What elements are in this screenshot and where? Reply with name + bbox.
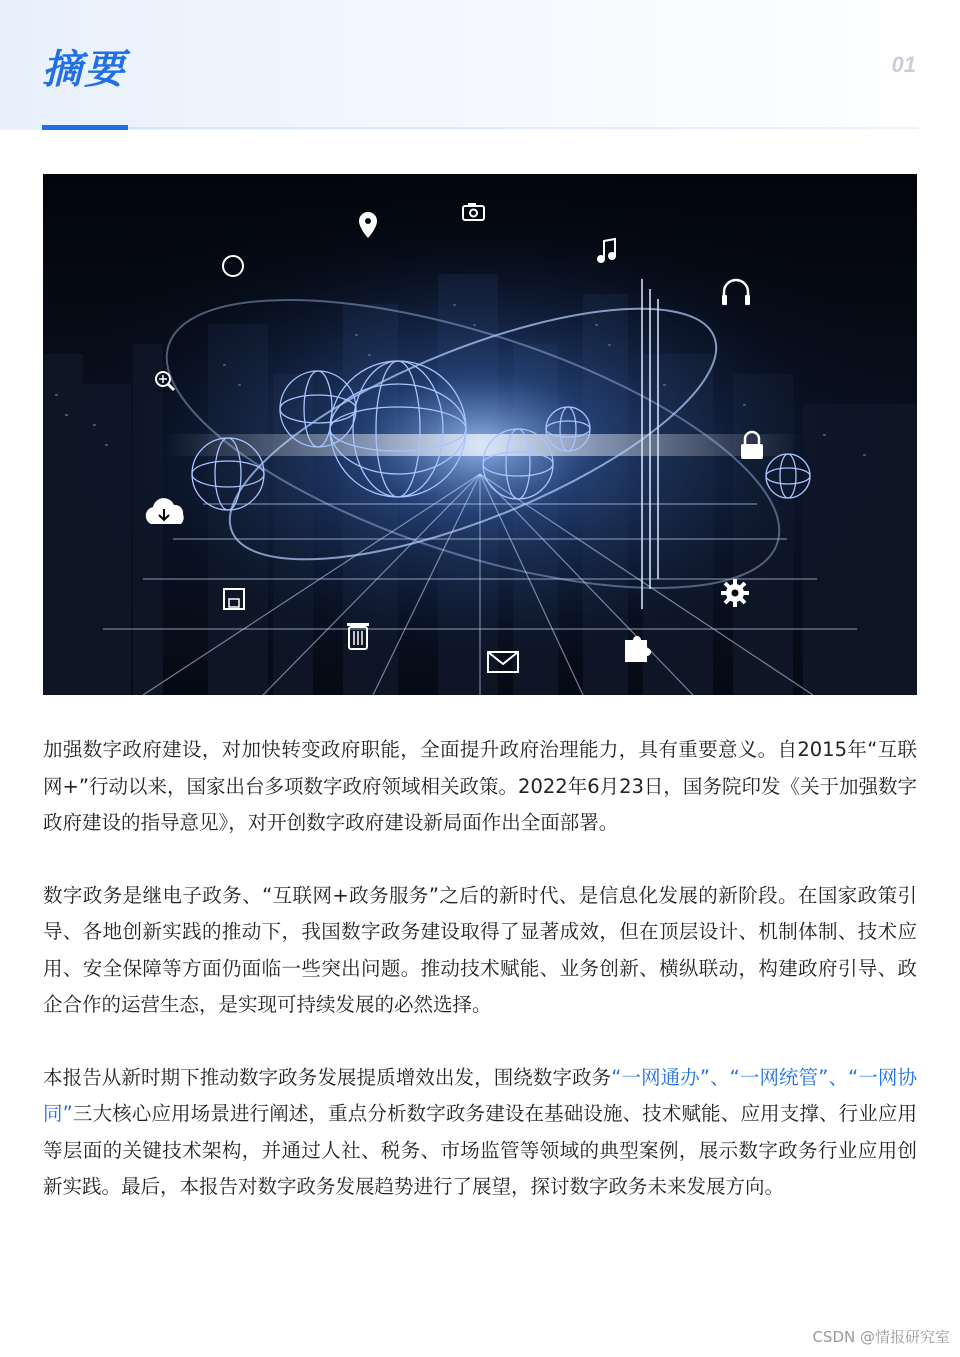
page-number: 01	[891, 52, 916, 77]
header-band	[0, 0, 960, 130]
page-title: 摘要	[42, 47, 126, 93]
paragraph-3-lead: 本报告从新时期下推动数字政务发展提质增效出发，围绕数字政务	[43, 1065, 612, 1089]
smart-city-illustration	[43, 174, 917, 695]
hero-image	[43, 174, 917, 695]
paragraph-2: 数字政务是继电子政务、“互联网+政务服务”之后的新时代、是信息化发展的新阶段。在国家政策引导、各地创新实践的推动下，我国数字政务建设取得了显著成效，但在顶层设计、机制体制、技术应用、安全保障等方面仍面临一些突出问题。推动技术赋能、业务创新、横纵联动，构建政府引导、政企合作的运营生态，是实现可持续发展的必然选择。	[43, 883, 917, 1016]
header-accent-bar	[42, 125, 128, 130]
paragraph-3-tail: 三大核心应用场景进行阐述，重点分析数字政务建设在基础设施、技术赋能、应用支撑、行业应用等层面的关键技术架构，并通过人社、税务、市场监管等领域的典型案例，展示数字政务行业应用创新实践。最后，本报告对数字政务发展趋势进行了展望，探讨数字政务未来发展方向。	[43, 1102, 917, 1198]
paragraph-1: 加强数字政府建设，对加快转变政府职能，全面提升政府治理能力，具有重要意义。自2015年“互联网+”行动以来，国家出台多项数字政府领域相关政策。2022年6月23日，国务院印发《关于加强数字政府建设的指导意见》，对开创数字政府建设新局面作出全面部署。	[43, 738, 917, 834]
summary-body	[43, 732, 917, 1242]
paragraph-3	[43, 1060, 917, 1206]
watermark: CSDN @情报研究室	[812, 1328, 950, 1346]
header-divider	[42, 127, 918, 129]
highlight-separator-2: 、	[828, 1065, 849, 1089]
highlight-yiwangtongguan: “一网统管”	[729, 1065, 829, 1089]
settings-gear-icon	[721, 579, 749, 607]
highlight-separator-1: 、	[709, 1065, 730, 1089]
highlight-yiwangtongban: “一网通办”	[611, 1065, 710, 1089]
highlight-yiwangxietong: “一网协同”	[43, 1065, 917, 1125]
